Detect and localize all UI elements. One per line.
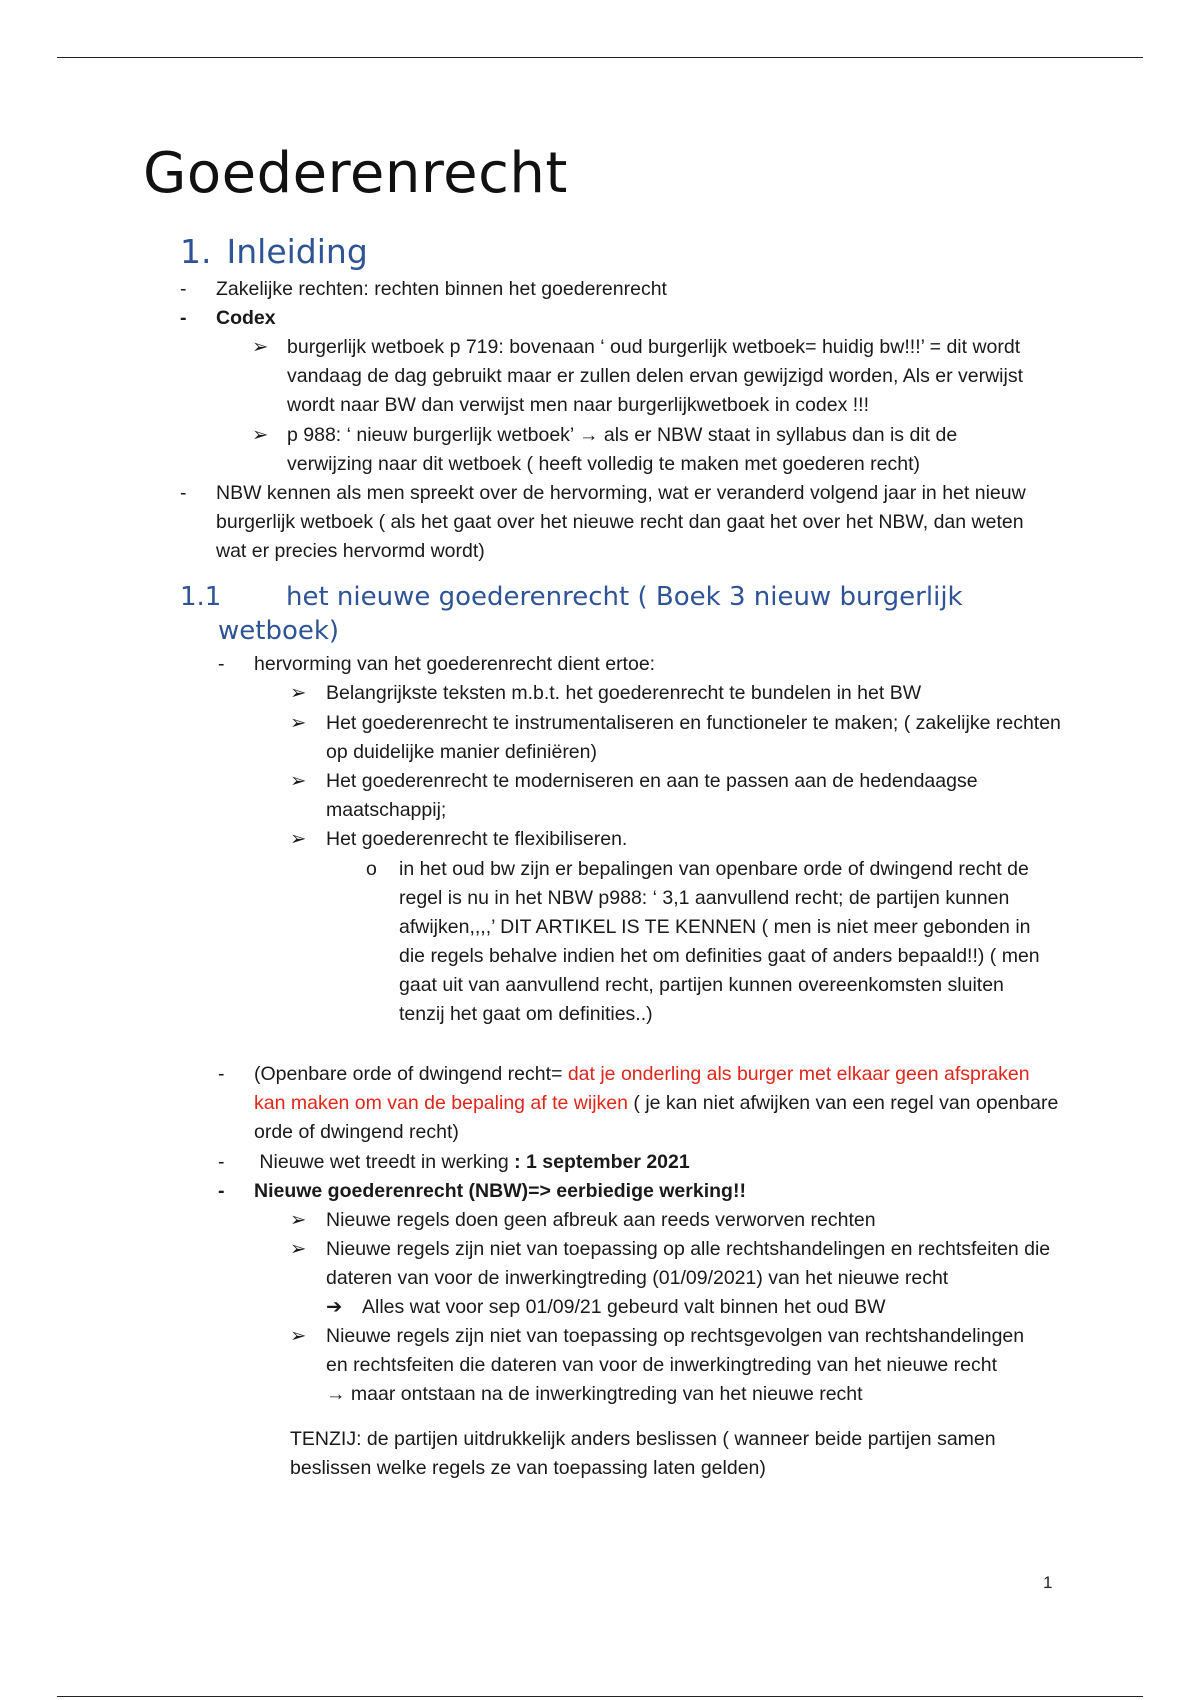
aim-text: Het goederenrecht te flexibiliseren. (326, 828, 628, 850)
arrow-marker: ➢ (290, 1238, 307, 1260)
openbare-suffix: ( je kan niet afwijken van een regel van openbare orde of dwingend recht) (254, 1092, 1059, 1143)
arrow-marker: ➢ (252, 336, 269, 358)
dash-marker: - (218, 1180, 225, 1202)
bold-arrow-marker: ➔ (326, 1296, 343, 1318)
nieuwe-wet-prefix: Nieuwe wet treedt in werking (254, 1151, 515, 1173)
openbare-red-text: dat je onderling als burger met elkaar geen afspraken kan maken om van de bepaling af te wijken (254, 1063, 1030, 1114)
nieuwe-wet-date: : 1 september 2021 (514, 1151, 690, 1173)
heading-nieuwe-goederenrecht (180, 580, 1060, 648)
arrow-marker: ➢ (290, 712, 307, 734)
dash-marker: - (218, 1151, 225, 1173)
tenzij-text: TENZIJ: de partijen uitdrukkelijk anders beslissen ( wanneer beide partijen samen beslissen welke regels ze van toepassing laten gelden) (290, 1428, 996, 1479)
bullet-text-codex: Codex (216, 307, 276, 329)
aim-text: Het goederenrecht te moderniseren en aan te passen aan de hedendaagse maatschappij; (326, 770, 978, 821)
heading-text-line2: wetboek) (218, 616, 340, 646)
openbare-orde-text (254, 1060, 1064, 1147)
arrow-marker: ➢ (290, 682, 307, 704)
codex-item-text: burgerlijk wetboek p 719: bovenaan ‘ oud burgerlijk wetboek= huidig bw!!!’ = dit wordt vandaag de dag gebruikt maar er zullen delen ervan gewijzigd worden, Als er verwijst wordt naar BW dan verwijst men naar burgerlijkwetboek in codex !!! (287, 336, 1023, 416)
rule-text: Nieuwe regels doen geen afbreuk aan reeds verworven rechten (326, 1209, 876, 1231)
dash-marker: - (218, 653, 225, 675)
nieuwe-wet-text (254, 1148, 1054, 1177)
heading-text-line1: het nieuwe goederenrecht ( Boek 3 nieuw burgerlijk (286, 582, 963, 612)
circle-marker: o (366, 858, 377, 880)
dash-marker: - (218, 1063, 225, 1085)
rule-text: Nieuwe regels zijn niet van toepassing op alle rechtshandelingen en rechtsfeiten die dateren van voor de inwerkingtreding (01/09/2021) van het nieuwe recht (326, 1238, 1051, 1289)
bullet-text: NBW kennen als men spreekt over de hervorming, wat er veranderd volgend jaar in het nieuw burgerlijk wetboek ( als het gaat over het nieuwe recht dan gaat het over het NBW, dan weten wat er precies hervormd wordt) (216, 482, 1026, 562)
bottom-rule (57, 1696, 1143, 1697)
heading-number: 1. (180, 232, 212, 271)
heading-text: Inleiding (226, 232, 368, 271)
page-title: Goederenrecht (143, 141, 568, 206)
aim-text: Het goederenrecht te instrumentaliseren en functioneler te maken; ( zakelijke rechten op duidelijke manier definiëren) (326, 712, 1061, 763)
aim-text: Belangrijkste teksten m.b.t. het goederenrecht te bundelen in het BW (326, 682, 922, 704)
arrow-marker: ➢ (290, 770, 307, 792)
rule-line: → maar ontstaan na de inwerkingtreding van het nieuwe recht (326, 1383, 863, 1405)
arrow-marker: ➢ (290, 1325, 307, 1347)
dash-marker: - (180, 307, 187, 329)
heading-number: 1.1 (180, 582, 222, 612)
dash-marker: - (180, 278, 187, 300)
heading-inleiding (180, 230, 368, 274)
page-number: 1 (1043, 1573, 1053, 1592)
rule-line: Nieuwe regels zijn niet van toepassing op rechtsgevolgen van rechtshandelingen (326, 1325, 1025, 1347)
arrow-marker: ➢ (252, 424, 269, 446)
flex-sub-text: in het oud bw zijn er bepalingen van openbare orde of dwingend recht de regel is nu in het NBW p988: ‘ 3,1 aanvullend recht; de partijen kunnen afwijken,,,,’ DIT ARTIKEL IS TE KENNEN ( men is niet meer gebonden in die regels behalve indien het om definities gaat of anders bepaald!!) ( men gaat uit van aanvullend recht, partijen kunnen overeenkomsten sluiten tenzij het gaat om definities..) (399, 858, 1040, 1025)
bullet-text: hervorming van het goederenrecht dient ertoe: (254, 653, 656, 675)
dash-marker: - (180, 482, 187, 504)
arrow-marker: ➢ (290, 828, 307, 850)
oud-bw-note: Alles wat voor sep 01/09/21 gebeurd valt binnen het oud BW (362, 1296, 886, 1318)
rule-text (326, 1322, 1078, 1409)
rule-line: en rechtsfeiten die dateren van voor de inwerkingtreding van het nieuwe recht (326, 1354, 997, 1376)
bullet-text: Zakelijke rechten: rechten binnen het goederenrecht (216, 278, 667, 300)
openbare-prefix: (Openbare orde of dwingend recht= (254, 1063, 568, 1085)
arrow-marker: ➢ (290, 1209, 307, 1231)
eerbiedige-werking-text: Nieuwe goederenrecht (NBW)=> eerbiedige werking!! (254, 1180, 746, 1202)
top-rule (57, 57, 1143, 58)
codex-item-text: p 988: ‘ nieuw burgerlijk wetboek’ → als er NBW staat in syllabus dan is dit de verwijzing naar dit wetboek ( heeft volledig te maken met goederen recht) (287, 424, 958, 475)
